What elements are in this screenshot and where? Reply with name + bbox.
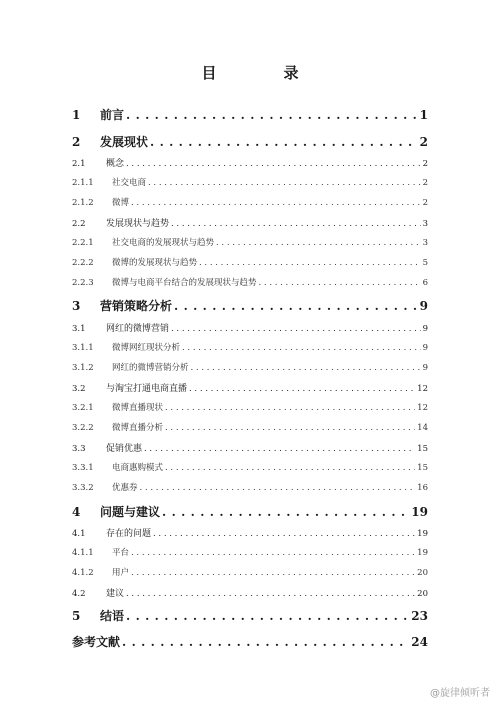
toc-entry-page: 3 (422, 219, 428, 229)
toc-entry-label: 前言 (100, 108, 125, 122)
toc-entry-number: 2.2.2 (72, 258, 94, 268)
toc-entry-number: 4.1 (72, 529, 86, 539)
toc-entry[interactable] (72, 133, 428, 150)
toc-dot-leader (165, 423, 415, 433)
toc-entry-label: 电商惠购模式 (112, 463, 164, 473)
toc-entry[interactable] (72, 421, 428, 433)
toc-entry-number: 4.2 (72, 589, 86, 599)
toc-entry-label: 平台 (112, 548, 130, 558)
toc-entry-number: 3.2.2 (72, 423, 94, 433)
toc-entry-page: 15 (417, 463, 428, 473)
toc-dot-leader (199, 258, 421, 268)
toc-entry[interactable] (72, 216, 428, 229)
toc-entry-number: 3.1.2 (72, 363, 94, 373)
toc-entry-number: 3.1 (72, 324, 86, 334)
toc-dot-leader (153, 529, 415, 539)
toc-dot-leader (131, 568, 415, 578)
toc-entry-page: 2 (422, 178, 428, 188)
toc-entry-label: 微博网红现状分析 (112, 343, 181, 353)
toc-entry-label: 社交电商 (112, 178, 147, 188)
toc-entry-page: 20 (417, 589, 428, 599)
toc-entry-page: 23 (411, 609, 428, 623)
toc-entry-label: 社交电商的发展现状与趋势 (112, 238, 215, 248)
toc-entry[interactable] (72, 503, 428, 520)
toc-entry-page: 6 (422, 278, 428, 288)
toc-entry-label: 微博直播现状 (112, 403, 164, 413)
toc-entry-label: 用户 (112, 568, 130, 578)
toc-entry-page: 16 (417, 483, 428, 493)
toc-dot-leader (171, 324, 421, 334)
toc-dot-leader (171, 219, 421, 229)
toc-entry-label: 与淘宝打通电商直播 (106, 384, 188, 394)
toc-entry-page: 9 (419, 299, 428, 313)
toc-dot-leader (122, 635, 409, 649)
toc-entry[interactable] (72, 361, 428, 373)
toc-dot-leader (150, 135, 418, 149)
toc-entry-page: 2 (422, 159, 428, 169)
toc-entry-page: 19 (417, 529, 428, 539)
toc-entry-page: 15 (417, 444, 428, 454)
toc-entry-label: 概念 (106, 159, 125, 169)
toc-dot-leader (126, 589, 415, 599)
toc-entry-number: 2.1.1 (72, 178, 94, 188)
toc-entry-number: 3.1.1 (72, 343, 94, 353)
toc-dot-leader (126, 159, 421, 169)
toc-dot-leader (126, 609, 409, 623)
toc-entry-label: 结语 (100, 609, 125, 623)
toc-entry-label: 营销策略分析 (100, 299, 173, 313)
toc-dot-leader (162, 505, 409, 519)
toc-entry-page: 1 (419, 108, 428, 122)
toc-dot-leader (126, 108, 418, 122)
toc-entry-label: 促销优惠 (106, 444, 143, 454)
toc-entry-number: 2.2.3 (72, 278, 94, 288)
toc-entry[interactable] (72, 401, 428, 413)
toc-entry-page: 9 (422, 343, 428, 353)
toc-entry[interactable] (72, 461, 428, 473)
toc-entry-number: 3 (72, 299, 81, 313)
toc-entry-page: 20 (417, 568, 428, 578)
toc-entry-number: 5 (72, 609, 81, 623)
toc-entry-page: 9 (422, 324, 428, 334)
toc-entry-number: 3.3 (72, 444, 86, 454)
toc-dot-leader (216, 238, 421, 248)
toc-entry-page: 19 (417, 548, 428, 558)
toc-dot-leader (144, 444, 415, 454)
toc-entry[interactable] (72, 546, 428, 558)
toc-dot-leader (174, 299, 418, 313)
toc-entry-label: 问题与建议 (100, 505, 161, 519)
toc-dot-leader (182, 343, 421, 353)
toc-dot-leader (131, 548, 415, 558)
toc-dot-leader (148, 178, 421, 188)
toc-dot-leader (165, 463, 415, 473)
toc-entry[interactable] (72, 341, 428, 353)
toc-entry-number: 3.3.1 (72, 463, 94, 473)
toc-entry[interactable] (72, 566, 428, 578)
toc-dot-leader (191, 363, 421, 373)
toc-entry[interactable] (72, 633, 428, 650)
toc-entry-number: 4 (72, 505, 81, 519)
toc-entry-page: 19 (411, 505, 428, 519)
watermark: @旋律倾听者 (430, 688, 490, 699)
toc-dot-leader (131, 198, 421, 208)
toc-entry-label: 微博 (112, 198, 130, 208)
toc-entry-number: 3.3.2 (72, 483, 94, 493)
toc-entry-label: 网红的微博营销分析 (112, 363, 189, 373)
toc-entry[interactable] (72, 481, 428, 493)
toc-entry-label: 参考文献 (72, 635, 121, 649)
toc-entry-number: 4.1.2 (72, 568, 94, 578)
toc-entry-label: 建议 (106, 589, 125, 599)
toc-dot-leader (259, 278, 421, 288)
toc-entry[interactable] (72, 321, 428, 334)
toc-entry-label: 微博的发展现状与趋势 (112, 258, 198, 268)
toc-entry-number: 2.1.2 (72, 198, 94, 208)
toc-entry-label: 发展现状与趋势 (106, 219, 170, 229)
toc-entry[interactable] (72, 526, 428, 539)
toc-entry-number: 3.2 (72, 384, 86, 394)
toc-entry[interactable] (72, 256, 428, 268)
toc-entry[interactable] (72, 586, 428, 599)
toc-entry-page: 12 (417, 403, 428, 413)
toc-entry-page: 12 (417, 384, 428, 394)
toc-dot-leader (140, 483, 416, 493)
toc-entry[interactable] (72, 297, 428, 314)
toc-entry-label: 网红的微博营销 (106, 324, 170, 334)
toc-entry[interactable] (72, 381, 428, 394)
toc-entry[interactable] (72, 176, 428, 188)
toc-entry-page: 3 (422, 238, 428, 248)
toc-entry[interactable] (72, 236, 428, 248)
toc-entry-number: 2.1 (72, 159, 86, 169)
toc-entry-page: 2 (419, 135, 428, 149)
toc-entry-label: 微博与电商平台结合的发展现状与趋势 (112, 278, 257, 288)
toc-entry-label: 微博直播分析 (112, 423, 164, 433)
toc-entry-label: 发展现状 (100, 135, 149, 149)
toc-entry-page: 9 (422, 363, 428, 373)
toc-dot-leader (165, 403, 415, 413)
toc-entry-label: 优惠券 (112, 483, 138, 493)
page-title: 目 录 (201, 64, 325, 82)
toc-entry-page: 2 (422, 198, 428, 208)
toc-entry-number: 3.2.1 (72, 403, 94, 413)
toc-entry-number: 4.1.1 (72, 548, 94, 558)
toc-entry-label: 存在的问题 (106, 529, 152, 539)
toc-entry[interactable] (72, 441, 428, 454)
toc-entry-page: 24 (411, 635, 428, 649)
toc-entry-number: 2.2 (72, 219, 86, 229)
toc-entry[interactable] (72, 196, 428, 208)
toc-entry-number: 2 (72, 135, 81, 149)
toc-entry-page: 5 (422, 258, 428, 268)
toc-dot-leader (189, 384, 415, 394)
toc-entry[interactable] (72, 607, 428, 624)
toc-entry-page: 14 (417, 423, 428, 433)
toc-entry[interactable] (72, 156, 428, 169)
toc-entry-number: 1 (72, 108, 81, 122)
toc-entry-number: 2.2.1 (72, 238, 94, 248)
toc-entry[interactable] (72, 106, 428, 123)
toc-entry[interactable] (72, 276, 428, 288)
